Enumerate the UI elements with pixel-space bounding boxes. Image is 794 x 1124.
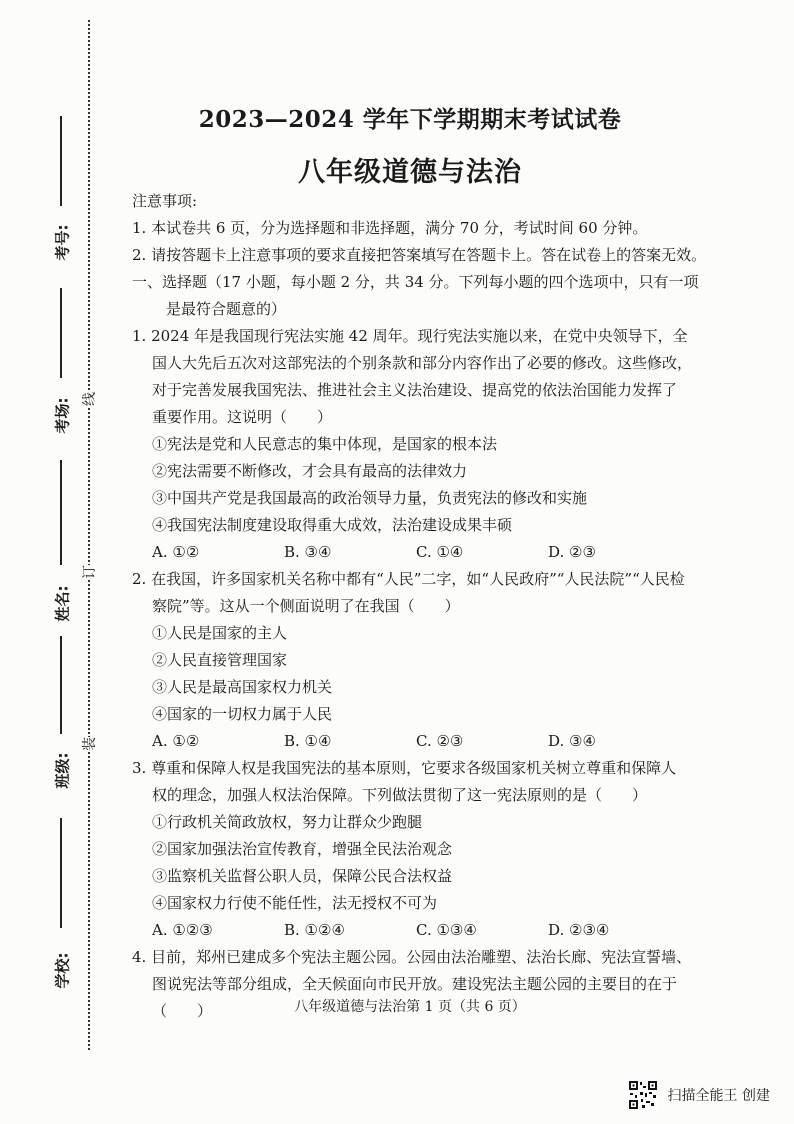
choice-d: D. ②③ [548,543,596,561]
binding-dotted-line [88,20,90,1050]
statement-option: ①宪法是党和人民意志的集中体现，是国家的根本法 [152,435,498,453]
choice-a: A. ①② [152,732,200,750]
statement-option: ③人民是最高国家权力机关 [152,678,333,696]
statement-option: ①人民是国家的主人 [152,624,288,642]
binding-char-zhuang: 装 [77,737,101,751]
binding-char-xian: 线 [77,392,101,406]
choice-d: D. ②③④ [548,921,610,939]
question-3 [132,755,732,944]
scanner-watermark-text: 扫描全能王 创建 [667,1088,770,1104]
question-stem-line: （ ） [152,1002,213,1020]
qr-code-icon [628,1080,658,1110]
notes-heading: 注意事项: [132,192,198,210]
question-stem-line: 图说宪法等部分组成，全天候面向市民开放。建设宪法主题公园的主要目的在于 [152,975,678,993]
exam-number-blank [60,116,62,206]
question-stem-line: 国人大先后五次对这部宪法的个别条款和部分内容作出了必要的修改。这些修改， [152,354,693,372]
margin-label-exam-number: 考号: [53,224,72,261]
question-stem-line: 1. 2024 年是我国现行宪法实施 42 周年。现行宪法实施以来，在党中央领导下，全 [132,327,688,345]
question-stem-line: 权的理念，加强人权法治保障。下列做法贯彻了这一宪法原则的是（ ） [152,786,648,804]
answer-choices [132,728,732,755]
statement-option: ②宪法需要不断修改，才会具有最高的法律效力 [152,462,468,480]
exam-content [132,188,732,1025]
choice-c: C. ①④ [416,543,464,561]
answer-choices [132,917,732,944]
choice-b: B. ①②④ [284,921,345,939]
section-heading: 一、选择题（17 小题，每小题 2 分，共 34 分。下列每小题的四个选项中，只有一项 [132,273,699,291]
statement-option: ①行政机关简政放权，努力让群众少跑腿 [152,813,423,831]
exam-title: 2023—2024 学年下学期期末考试试卷 [198,106,622,133]
choice-d: D. ③④ [548,732,596,750]
question-stem-line: 3. 尊重和保障人权是我国宪法的基本原则，它要求各级国家机关树立尊重和保障人 [132,759,677,777]
question-2 [132,566,732,755]
choice-a: A. ①② [152,543,200,561]
note-item-1: 1. 本试卷共 6 页，分为选择题和非选择题，满分 70 分，考试时间 60 分钟。 [132,219,648,237]
choice-c: C. ①③④ [416,921,477,939]
subject-title: 八年级道德与法治 [298,157,522,188]
choice-b: B. ①④ [284,732,332,750]
statement-option: ④国家权力行使不能任性，法无授权不可为 [152,894,438,912]
page-footer: 八年级道德与法治第 1 页（共 6 页） [294,999,526,1015]
section-heading-cont: 是最符合题意的） [166,300,287,318]
statement-option: ④国家的一切权力属于人民 [152,705,333,723]
question-stem-line: 重要作用。这说明（ ） [152,408,333,426]
statement-option: ②人民直接管理国家 [152,651,288,669]
class-blank [60,636,62,734]
margin-label-exam-room: 考场: [53,397,72,434]
statement-option: ④我国宪法制度建设取得重大成效，法治建设成果丰硕 [152,516,513,534]
question-stem-line: 2. 在我国，许多国家机关名称中都有“人民”二字，如“人民政府”“人民法院”“人民检 [132,570,685,588]
statement-option: ③监察机关监督公职人员，保障公民合法权益 [152,867,453,885]
margin-label-name: 姓名: [53,585,72,622]
choice-a: A. ①②③ [152,921,213,939]
statement-option: ②国家加强法治宣传教育，增强全民法治观念 [152,840,453,858]
margin-label-school: 学校: [53,952,72,989]
question-stem-line: 对于完善发展我国宪法、推进社会主义法治建设、提高党的依法治国能力发挥了 [152,381,678,399]
answer-choices [132,539,732,566]
name-blank [60,460,62,565]
choice-b: B. ③④ [284,543,332,561]
question-stem-line: 察院”等。这从一个侧面说明了在我国（ ） [152,597,460,615]
binding-char-ding: 订 [77,565,101,579]
margin-label-class: 班级: [53,752,72,789]
question-stem-line: 4. 目前，郑州已建成多个宪法主题公园。公园由法治雕塑、法治长廊、宪法宣誓墙、 [132,948,692,966]
exam-room-blank [60,288,62,378]
school-blank [60,818,62,928]
question-1 [132,323,732,566]
scanner-watermark [628,1080,770,1110]
choice-c: C. ②③ [416,732,464,750]
note-item-2: 2. 请按答题卡上注意事项的要求直接把答案填写在答题卡上。答在试卷上的答案无效。 [132,246,707,264]
statement-option: ③中国共产党是我国最高的政治领导力量，负责宪法的修改和实施 [152,489,588,507]
